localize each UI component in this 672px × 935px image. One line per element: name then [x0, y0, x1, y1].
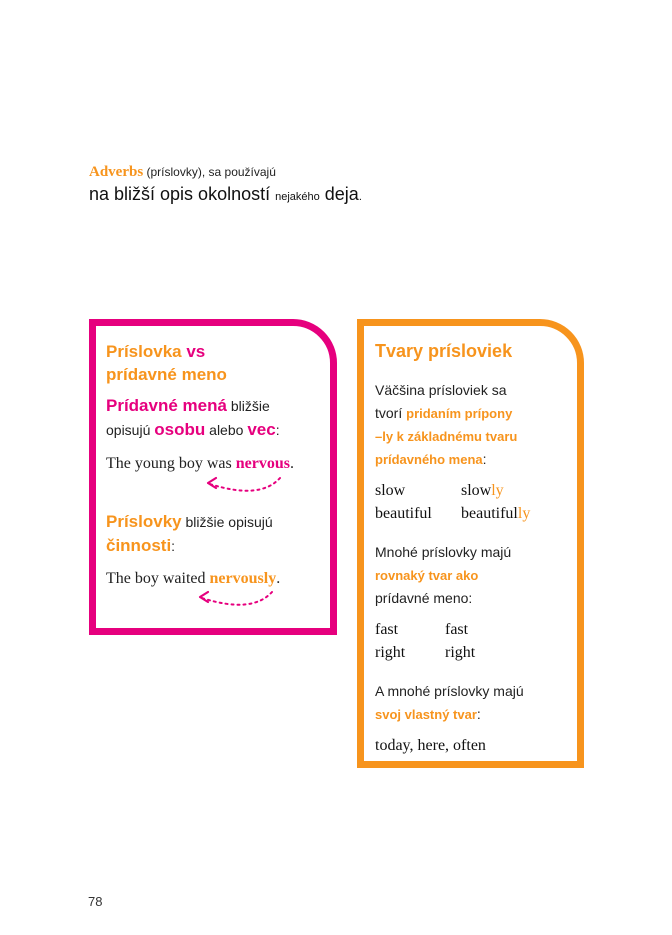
- dotted-arrow-1-icon: [200, 472, 286, 502]
- p1-highlight-2: –ly k základnému tvaru: [375, 429, 518, 444]
- adv-colon: :: [171, 538, 176, 554]
- pair-adv-stem-1: beautiful: [461, 505, 518, 522]
- adj-vec: vec: [247, 420, 276, 439]
- sentence2-end: .: [276, 570, 281, 587]
- pair-adv-stem-0: slow: [461, 482, 492, 499]
- sentence1-highlight: nervous: [235, 455, 290, 472]
- adv-text-1: bližšie opisujú: [181, 514, 273, 530]
- sentence1-text: The young boy was: [106, 455, 236, 472]
- adv-cinnosti: činnosti: [106, 536, 172, 555]
- intro-text-small: nejakého: [275, 191, 320, 203]
- same-base-1: right: [375, 644, 406, 661]
- forms-paragraph-2: [375, 541, 511, 610]
- forms-paragraph-3: [375, 680, 524, 726]
- pair-row-1: [375, 502, 530, 525]
- adj-text-2: opisujú: [106, 422, 155, 438]
- adj-text-1: bližšie: [226, 398, 270, 414]
- p1-line-a: Väčšina prísloviek sa: [375, 382, 507, 398]
- p2-highlight: rovnaký tvar ako: [375, 568, 479, 583]
- title-part-a: Príslovka: [106, 342, 187, 361]
- intro-line1-rest: (príslovky), sa používajú: [143, 165, 276, 179]
- adjective-description: [106, 394, 280, 442]
- adj-text-3: alebo: [205, 422, 248, 438]
- sentence1-end: .: [290, 455, 294, 472]
- title-part-b: prídavné meno: [106, 365, 227, 384]
- intro-text-a: na bližší opis okolností: [89, 184, 276, 204]
- p3-highlight: svoj vlastný tvar: [375, 707, 477, 722]
- p1-line-b: tvorí: [375, 405, 407, 421]
- pink-box-title: [106, 340, 227, 386]
- intro-text-period: .: [358, 191, 362, 203]
- p1-highlight-1: pridaním prípony: [406, 406, 513, 421]
- same-base-0: fast: [375, 621, 399, 638]
- adverb-heading: Príslovky: [106, 512, 182, 531]
- same-form-examples: [375, 618, 475, 664]
- same-row-0: [375, 618, 475, 641]
- pair-row-0: [375, 479, 530, 502]
- adverb-description: [106, 510, 273, 558]
- intro-line-2: [89, 181, 362, 210]
- intro: [89, 163, 362, 210]
- p3-colon: :: [476, 706, 481, 722]
- suffix-examples: [375, 479, 530, 525]
- pair-adv-suffix-1: ly: [517, 505, 531, 522]
- p2-line-b: prídavné meno:: [375, 590, 473, 606]
- adverb-vs-adjective-box: [89, 319, 337, 635]
- p1-highlight-3: prídavného mena: [375, 452, 483, 467]
- adj-colon: :: [275, 422, 280, 438]
- p1-colon: :: [482, 451, 487, 467]
- adverb-forms-box: [357, 319, 584, 768]
- same-row-1: [375, 641, 475, 664]
- sentence2-text: The boy waited: [106, 570, 210, 587]
- dotted-arrow-2-icon: [192, 586, 278, 616]
- sentence2-highlight: nervously: [209, 570, 277, 587]
- intro-line-1: [89, 163, 362, 181]
- p2-line-a: Mnohé príslovky majú: [375, 544, 512, 560]
- example-sentence-1: [106, 455, 294, 473]
- page-number: 78: [88, 894, 103, 909]
- pair-base-0: slow: [375, 482, 406, 499]
- adverbs-term: Adverbs: [89, 164, 144, 180]
- forms-paragraph-1: [375, 379, 517, 471]
- title-vs: vs: [186, 342, 206, 361]
- pair-adv-suffix-0: ly: [491, 482, 504, 499]
- orange-box-title: Tvary prísloviek: [375, 341, 513, 361]
- same-adv-1: right: [445, 644, 476, 661]
- own-form-examples: today, here, often: [375, 737, 486, 754]
- pair-base-1: beautiful: [375, 505, 432, 522]
- p3-line-a: A mnohé príslovky majú: [375, 683, 524, 699]
- adj-osobu: osobu: [154, 420, 206, 439]
- intro-text-c: deja: [319, 184, 359, 204]
- adjective-heading: Prídavné mená: [106, 396, 227, 415]
- same-adv-0: fast: [445, 621, 469, 638]
